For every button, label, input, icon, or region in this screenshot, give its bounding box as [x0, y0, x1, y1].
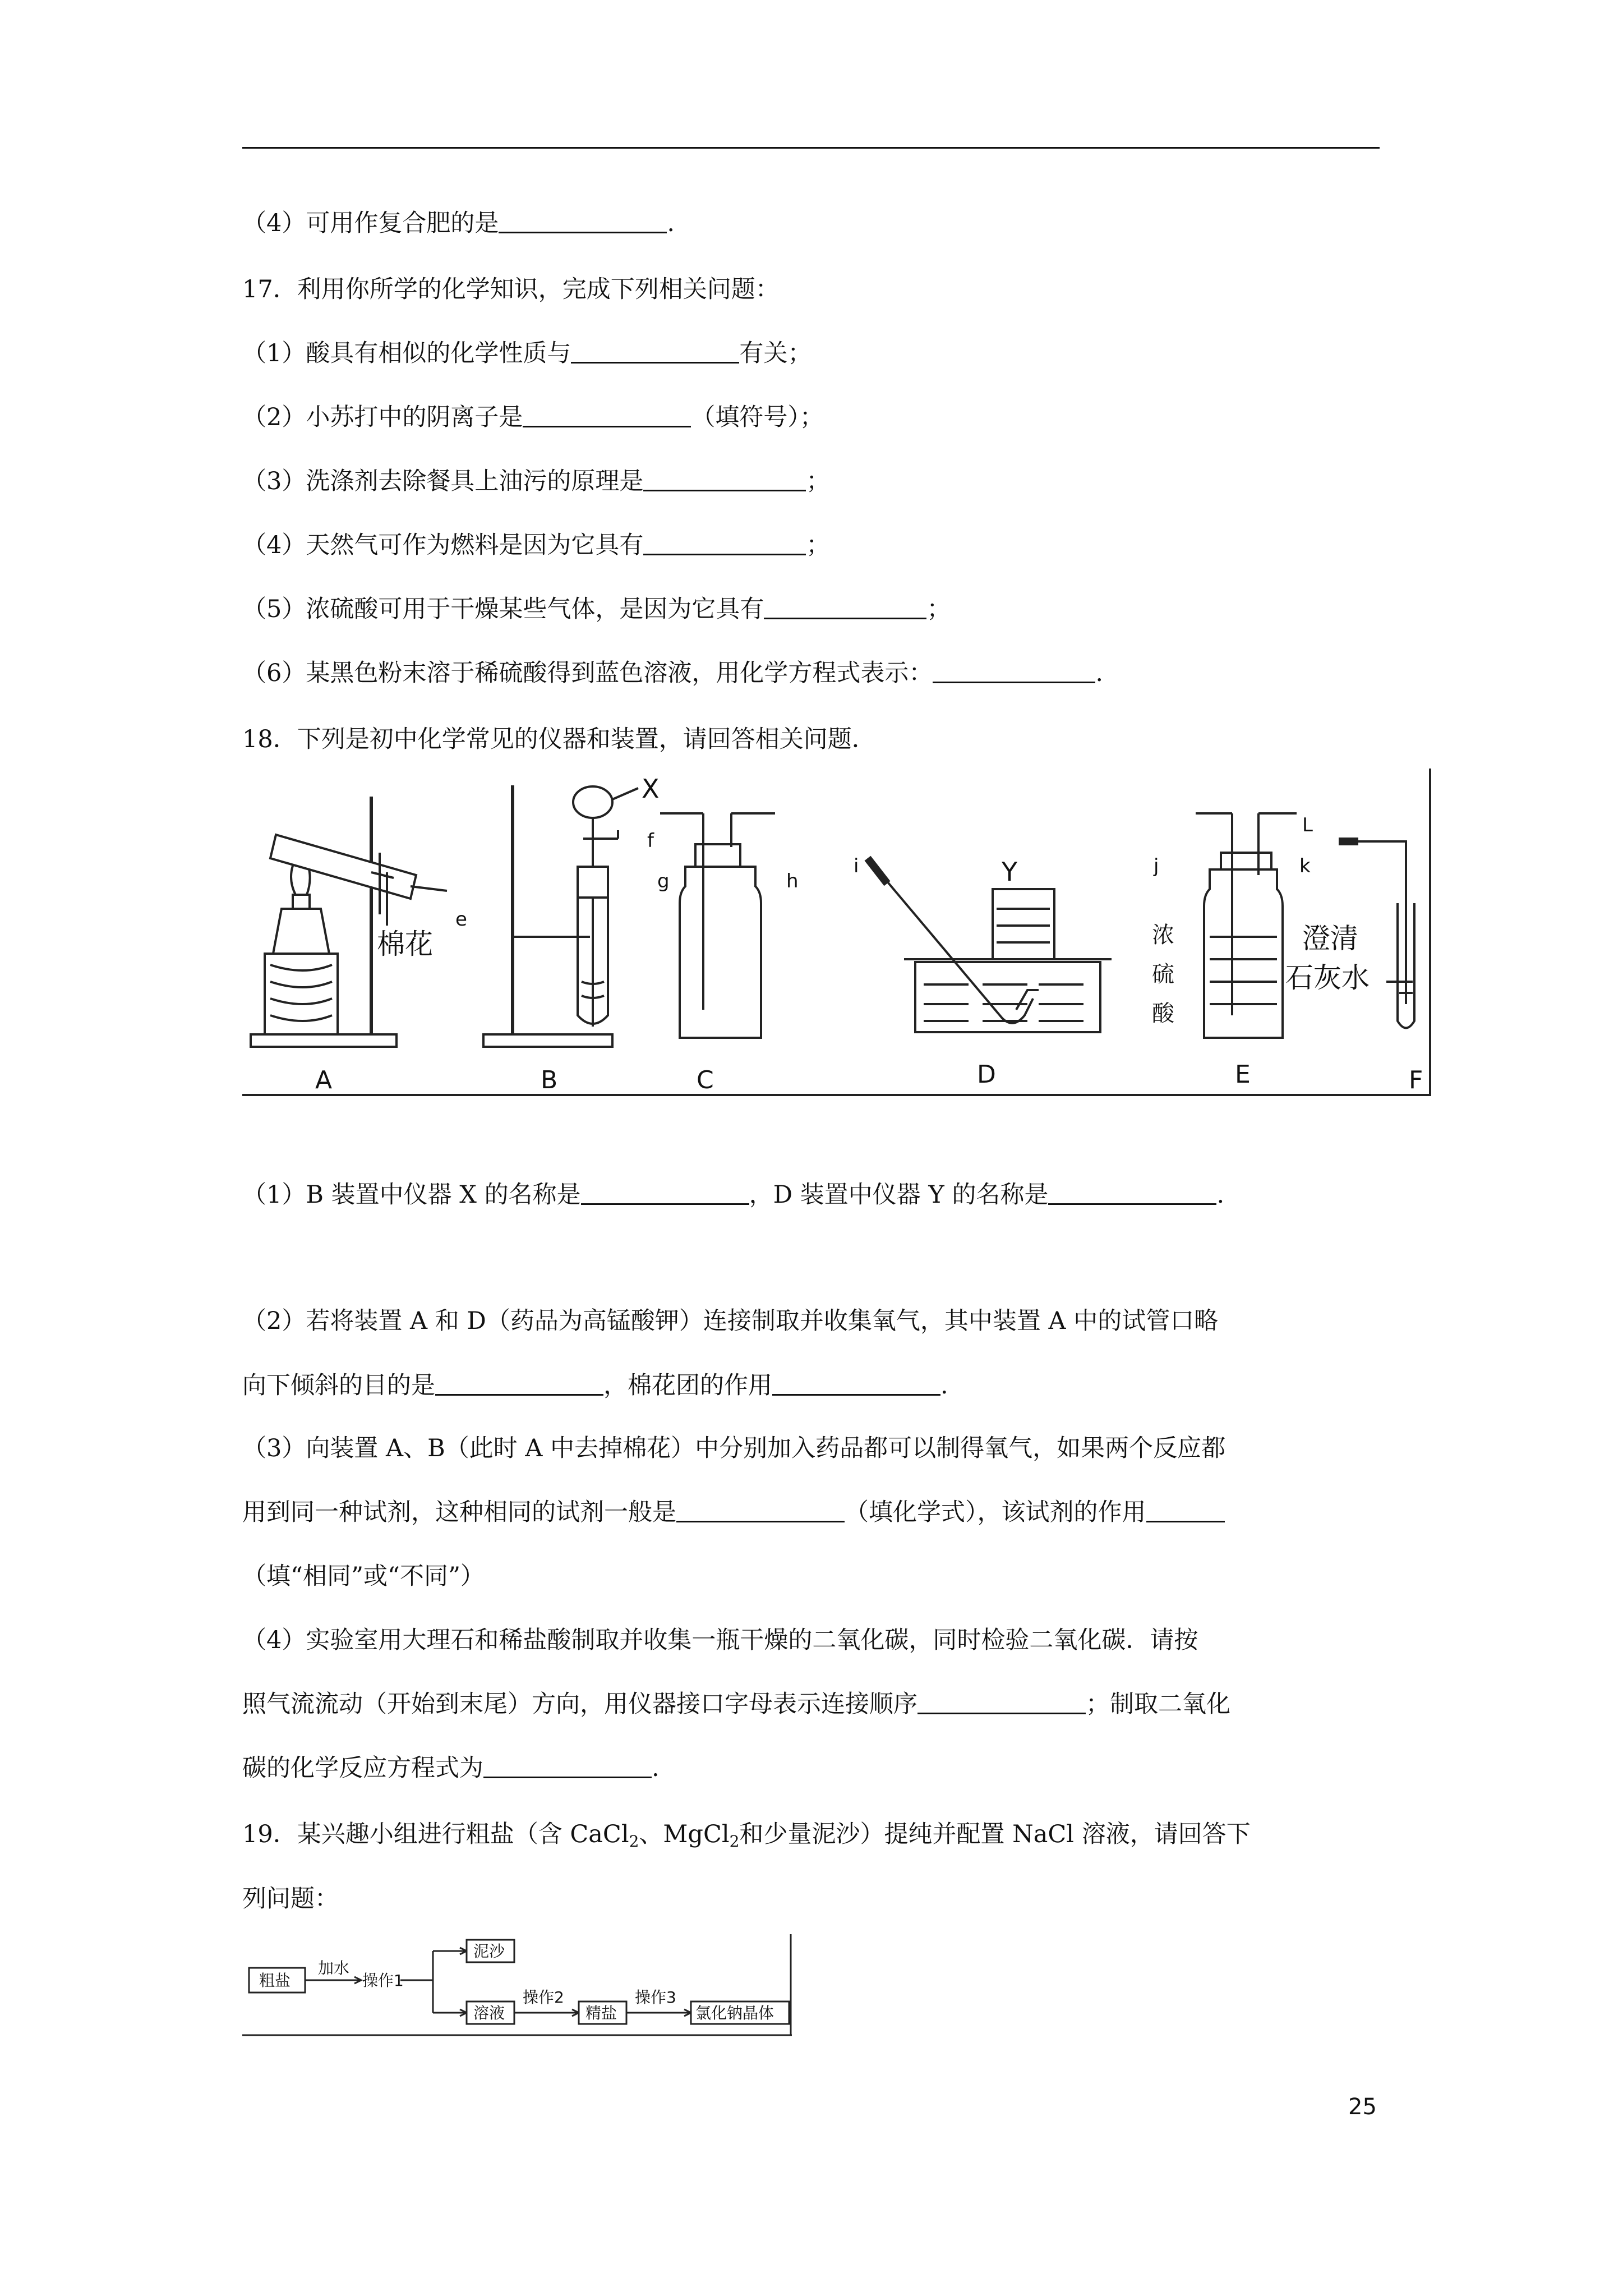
port-j: j [1154, 855, 1159, 877]
port-l: L [1302, 814, 1313, 836]
flow-op3: 操作3 [635, 1988, 676, 2007]
answer-blank[interactable] [483, 1754, 652, 1778]
flow-solution: 溶液 [473, 2004, 505, 2022]
answer-blank[interactable] [435, 1372, 603, 1396]
port-g: g [657, 870, 670, 892]
flow-op1: 操作1 [362, 1971, 404, 1990]
flow-sand: 泥沙 [473, 1942, 505, 1961]
flow-start: 粗盐 [259, 1971, 291, 1990]
label-d: D [977, 1060, 996, 1089]
flow-diagram [242, 1934, 803, 2046]
q18-title: 18．下列是初中化学常见的仪器和装置，请回答相关问题． [242, 725, 876, 753]
q17-2: （2）小苏打中的阴离子是 （填符号）； [242, 403, 824, 431]
flow-add-water: 加水 [318, 1959, 350, 1977]
q19-title: 19．某兴趣小组进行粗盐（含 CaCl$_2$、MgCl$_2$和少量泥沙）提纯并配置 NaCl 溶液，请回答下 [242, 1820, 1251, 1851]
acid-label-1: 浓 [1152, 922, 1174, 948]
port-h: h [786, 870, 799, 892]
q19-subtitle: 列问题： [242, 1885, 339, 1913]
q18-4-c: 碳的化学反应方程式为 . [242, 1754, 660, 1782]
instrument-x: X [642, 774, 660, 804]
q16-4: （4）可用作复合肥的是 . [242, 209, 675, 237]
acid-label-3: 酸 [1152, 1001, 1174, 1027]
answer-blank[interactable] [499, 209, 667, 233]
cotton-label: 棉花 [377, 928, 433, 960]
q17-3: （3）洗涤剂去除餐具上油污的原理是 ； [242, 467, 831, 495]
lime-label-1: 澄清 [1302, 922, 1358, 955]
q18-3-b: 用到同一种试剂，这种相同的试剂一般是 （填化学式），该试剂的作用 [242, 1496, 1225, 1529]
answer-blank[interactable] [772, 1372, 940, 1396]
lime-label-2: 石灰水 [1285, 961, 1370, 994]
q18-1: （1）B 装置中仪器 X 的名称是 ，D 装置中仪器 Y 的名称是 . [242, 1181, 1225, 1209]
q17-4: （4）天然气可作为燃料是因为它具有 ； [242, 531, 831, 559]
answer-blank[interactable] [1048, 1181, 1216, 1205]
q18-2-b: 向下倾斜的目的是 ，棉花团的作用 . [242, 1372, 948, 1400]
label-a: A [315, 1066, 333, 1094]
answer-blank[interactable] [523, 403, 691, 427]
q18-4-b: 照气流流动（开始到末尾）方向，用仪器接口字母表示连接顺序 ；制取二氧化 [242, 1690, 1230, 1718]
header-rule [242, 147, 1380, 149]
answer-blank[interactable] [643, 467, 806, 491]
answer-blank[interactable] [917, 1690, 1086, 1714]
flow-op2: 操作2 [523, 1988, 564, 2007]
answer-blank[interactable] [643, 531, 806, 555]
q17-6: （6）某黑色粉末溶于稀硫酸得到蓝色溶液，用化学方程式表示： . [242, 659, 1104, 687]
answer-blank[interactable] [676, 1498, 845, 1522]
label-c: C [697, 1066, 714, 1094]
answer-blank[interactable] [764, 595, 926, 619]
instrument-y: Y [1002, 857, 1018, 887]
acid-label-2: 硫 [1152, 961, 1174, 987]
q18-4-a: （4）实验室用大理石和稀盐酸制取并收集一瓶干燥的二氧化碳，同时检验二氧化碳．请按 [242, 1626, 1198, 1654]
answer-blank[interactable] [571, 339, 739, 364]
label-f: F [1409, 1066, 1423, 1094]
q17-5: （5）浓硫酸可用于干燥某些气体，是因为它具有 ； [242, 595, 951, 623]
flow-fine-salt: 精盐 [585, 2004, 617, 2022]
q18-3-a: （3）向装置 A、B（此时 A 中去掉棉花）中分别加入药品都可以制得氧气，如果两个反应都 [242, 1434, 1226, 1462]
q17-title: 17．利用你所学的化学知识，完成下列相关问题： [242, 275, 780, 303]
q17-1: （1）酸具有相似的化学性质与 有关； [242, 339, 812, 367]
q18-2-a: （2）若将装置 A 和 D（药品为高锰酸钾）连接制取并收集氧气，其中装置 A 中的试管口略 [242, 1307, 1219, 1335]
port-f: f [647, 830, 654, 852]
port-i: i [854, 855, 859, 877]
flow-product: 氯化钠晶体 [695, 2004, 774, 2022]
answer-blank[interactable] [581, 1181, 749, 1205]
answer-blank[interactable] [933, 659, 1095, 683]
apparatus-figure [242, 769, 1431, 1105]
page-number: 25 [1348, 2094, 1377, 2120]
port-k: k [1299, 855, 1311, 877]
label-b: B [541, 1066, 558, 1094]
port-e: e [455, 908, 467, 931]
q18-3-c: （填“相同”或“不同”） [242, 1562, 485, 1590]
answer-blank[interactable] [1146, 1498, 1225, 1522]
label-e: E [1235, 1060, 1251, 1089]
